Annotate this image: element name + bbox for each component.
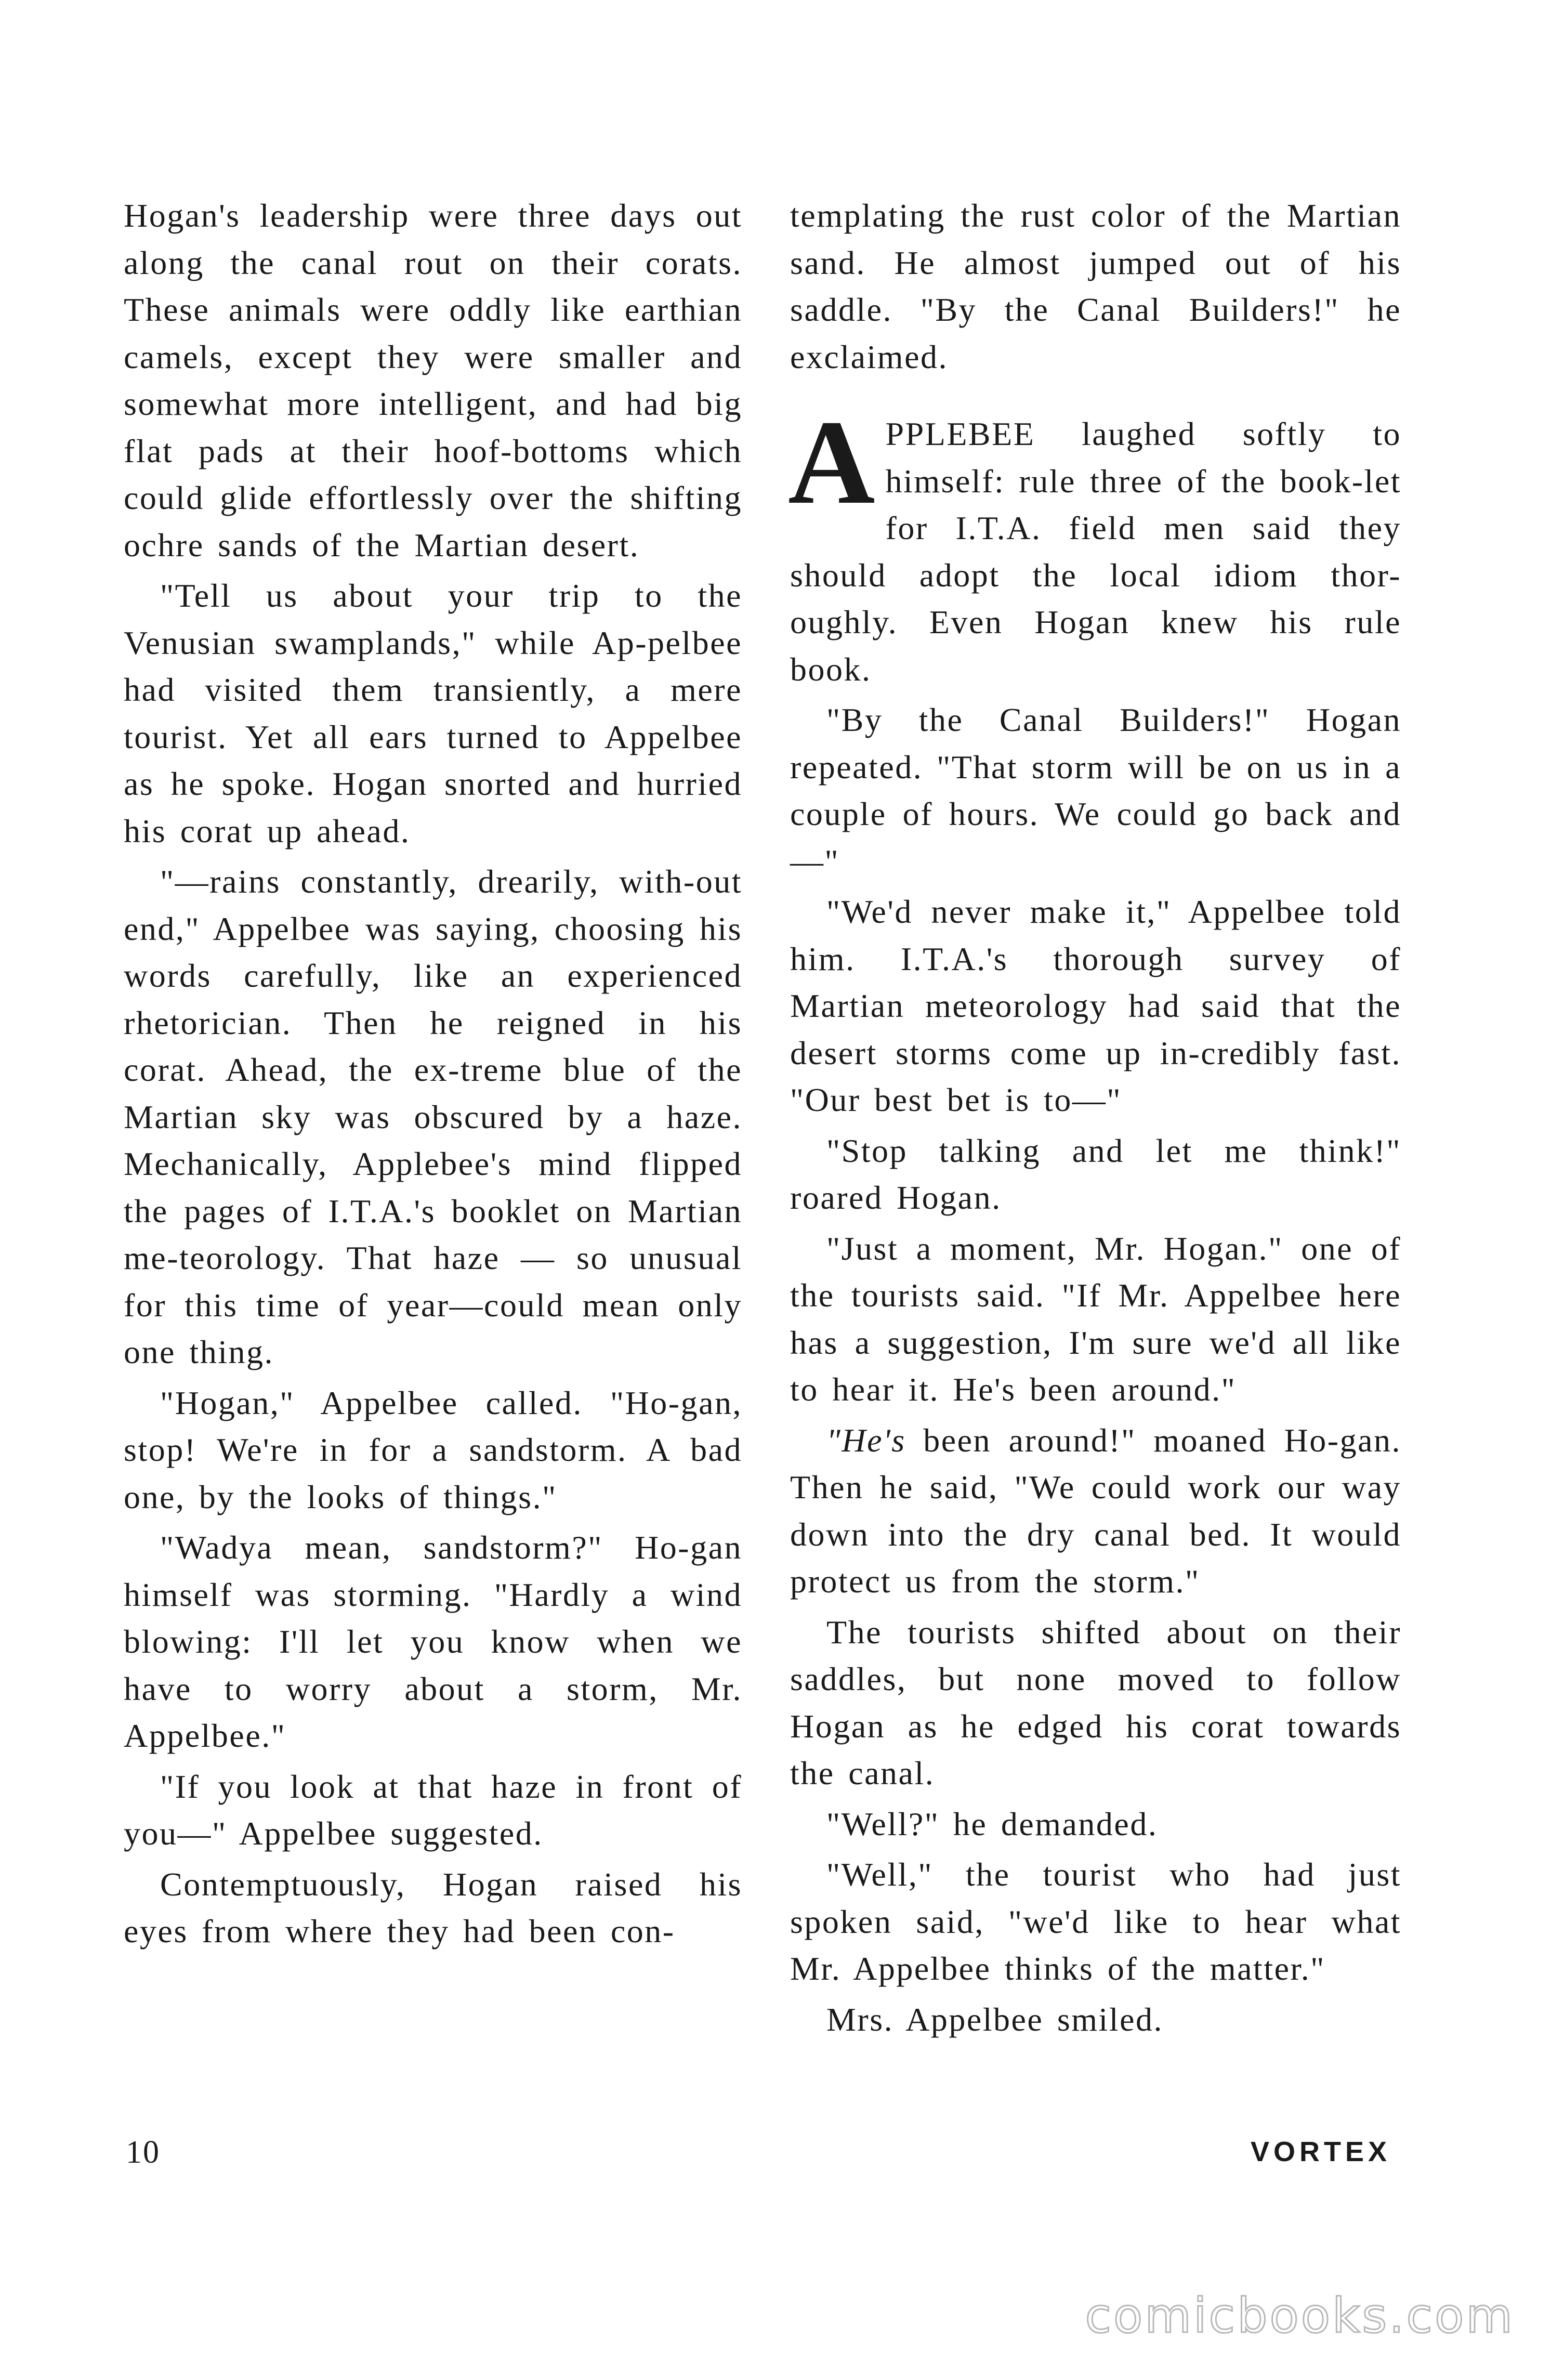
paragraph: Hogan's leadership were three days out along the canal rout on their corats. These animals were oddly like earthian camels, except they were smaller and somewhat more intelligent, and had big flat pads at their hoof-bottoms which could glide effortlessly over the shifting ochre sands of the Martian desert. [124, 197, 742, 564]
paragraph: "Hogan," Appelbee called. "Ho-gan, stop! We're in for a sandstorm. A bad one, by the looks of things." [124, 1384, 742, 1515]
paragraph: "Just a moment, Mr. Hogan." one of the tourists said. "If Mr. Appelbee here has a suggestion, I'm sure we'd all like to hear it. He's been around." [790, 1230, 1401, 1408]
paragraph: "By the Canal Builders!" Hogan repeated. "That storm will be on us in a couple of hours. We could go back and—" [790, 701, 1401, 880]
paragraph: "—rains constantly, drearily, with-out end," Appelbee was saying, choosing his words carefully, like an experienced rhetorician. Then he reigned in his corat. Ahead, the ex-treme blue of the Martian sky was obscured by a haze. Mechanically, Applebee's mind flipped the pages of I.T.A.'s booklet on Martian me-teorology. That haze — so unusual for this time of year—could mean only one thing. [124, 863, 742, 1370]
right-text-column [790, 192, 1401, 2047]
magazine-name: VORTEX [1250, 2136, 1391, 2167]
paragraph [790, 1417, 1401, 1605]
paragraph: "Stop talking and let me think!" roared Hogan. [790, 1132, 1401, 1216]
drop-cap: A [788, 396, 875, 529]
left-text-column [124, 192, 742, 1959]
paragraph: Mrs. Appelbee smiled. [826, 2000, 1163, 2038]
page-number: 10 [126, 2135, 160, 2170]
paragraph: "We'd never make it," Appelbee told him. I.T.A.'s thorough survey of Martian meteorology had said that the desert storms come up in-credibly fast. "Our best bet is to—" [790, 893, 1401, 1118]
section-opening-paragraph [788, 396, 1401, 693]
paragraph: "Well," the tourist who had just spoken said, "we'd like to hear what Mr. Appelbee thinks of the matter." [790, 1856, 1401, 1987]
paragraph-text: been around!" moaned Ho-gan. Then he said, "We could work our way down into the dry canal bed. It would protect us from the storm." [790, 1421, 1401, 1600]
italic-text: "He's [826, 1421, 906, 1459]
paragraph: templating the rust color of the Martian sand. He almost jumped out of his saddle. "By the Canal Builders!" he exclaimed. [790, 197, 1401, 375]
watermark: comicbooks.com [1085, 2288, 1515, 2344]
paragraph: "Wadya mean, sandstorm?" Ho-gan himself was storming. "Hardly a wind blowing: I'll let you know when we have to worry about a storm, Mr. Appelbee." [124, 1529, 742, 1754]
paragraph: "If you look at that haze in front of you—" Appelbee suggested. [124, 1768, 742, 1852]
paragraph-text: PPLEBEE laughed softly to himself: rule three of the book-let for I.T.A. field men said they should adopt the local idiom thor-oughly. Even Hogan knew his rule book. [790, 415, 1401, 688]
paragraph: "Well?" he demanded. [826, 1805, 1158, 1842]
paragraph: The tourists shifted about on their saddles, but none moved to follow Hogan as he edged his corat towards the canal. [790, 1613, 1401, 1791]
paragraph: Contemptuously, Hogan raised his eyes from where they had been con- [124, 1865, 742, 1950]
paragraph: "Tell us about your trip to the Venusian swamplands," while Ap-pelbee had visited them transiently, a mere tourist. Yet all ears turned to Appelbee as he spoke. Hogan snorted and hurried his corat up ahead. [124, 577, 742, 849]
